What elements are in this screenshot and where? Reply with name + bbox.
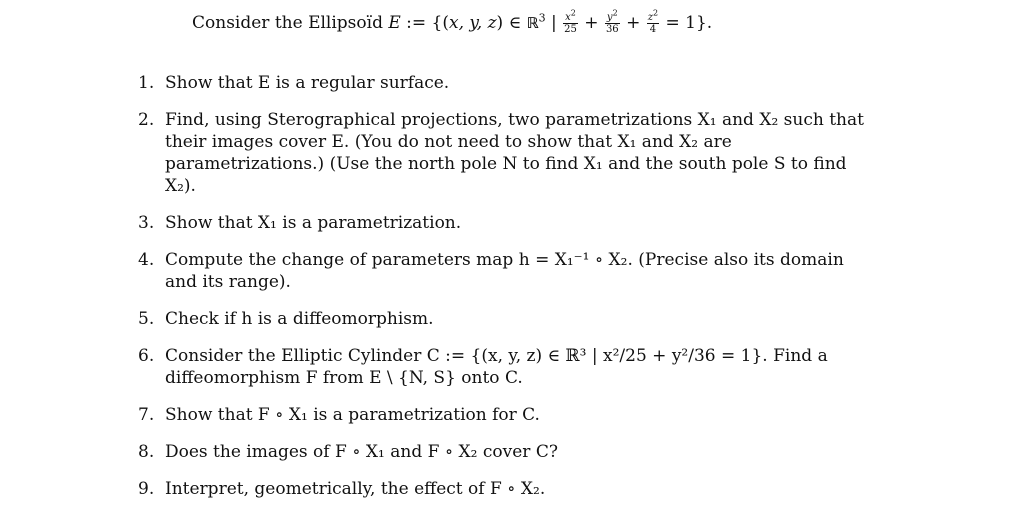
- fraction-z: $\frac{z^2}{4}$: [647, 8, 659, 35]
- list-item: 7. Show that F ∘ X₁ is a parametrization for C.: [138, 405, 540, 425]
- list-item: 2. Find, using Sterographical projections, two parametrizations X₁ and X₂ such that their images cover E. (You do not need to show that X₁ and X₂ are parametrizations.) (Use the north pole N to find X₁ and the south pole S to find X₂).: [138, 110, 864, 196]
- exercise-list: [138, 72, 878, 515]
- list-item: 1. Show that E is a regular surface.: [138, 73, 450, 93]
- list-item: 5. Check if h is a diffeomorphism.: [138, 309, 434, 329]
- list-item: 8. Does the images of F ∘ X₁ and F ∘ X₂ cover C?: [138, 442, 558, 462]
- list-item: 4. Compute the change of parameters map h = X₁⁻¹ ∘ X₂. (Precise also its domain and its range).: [138, 250, 844, 292]
- list-item: 9. Interpret, geometrically, the effect of F ∘ X₂.: [138, 479, 546, 499]
- fraction-x: $\frac{x^2}{25}$: [564, 8, 577, 35]
- list-item: 6. Consider the Elliptic Cylinder C := {(x, y, z) ∈ ℝ³ | x²/25 + y²/36 = 1}. Find a diffeomorphism F from E \ {N, S} onto C.: [138, 346, 828, 388]
- fraction-y: $\frac{y^2}{36}$: [605, 8, 619, 35]
- intro-statement: Consider the Ellipsoïd E := {(x, y, z) ∈ ℝ$^3$ | $\frac{x^2}{25}$ + $\frac{y^2}{36}$ + $\frac{z^2}{4}$ = 1}.: [192, 8, 713, 35]
- list-item: 3. Show that X₁ is a parametrization.: [138, 213, 462, 233]
